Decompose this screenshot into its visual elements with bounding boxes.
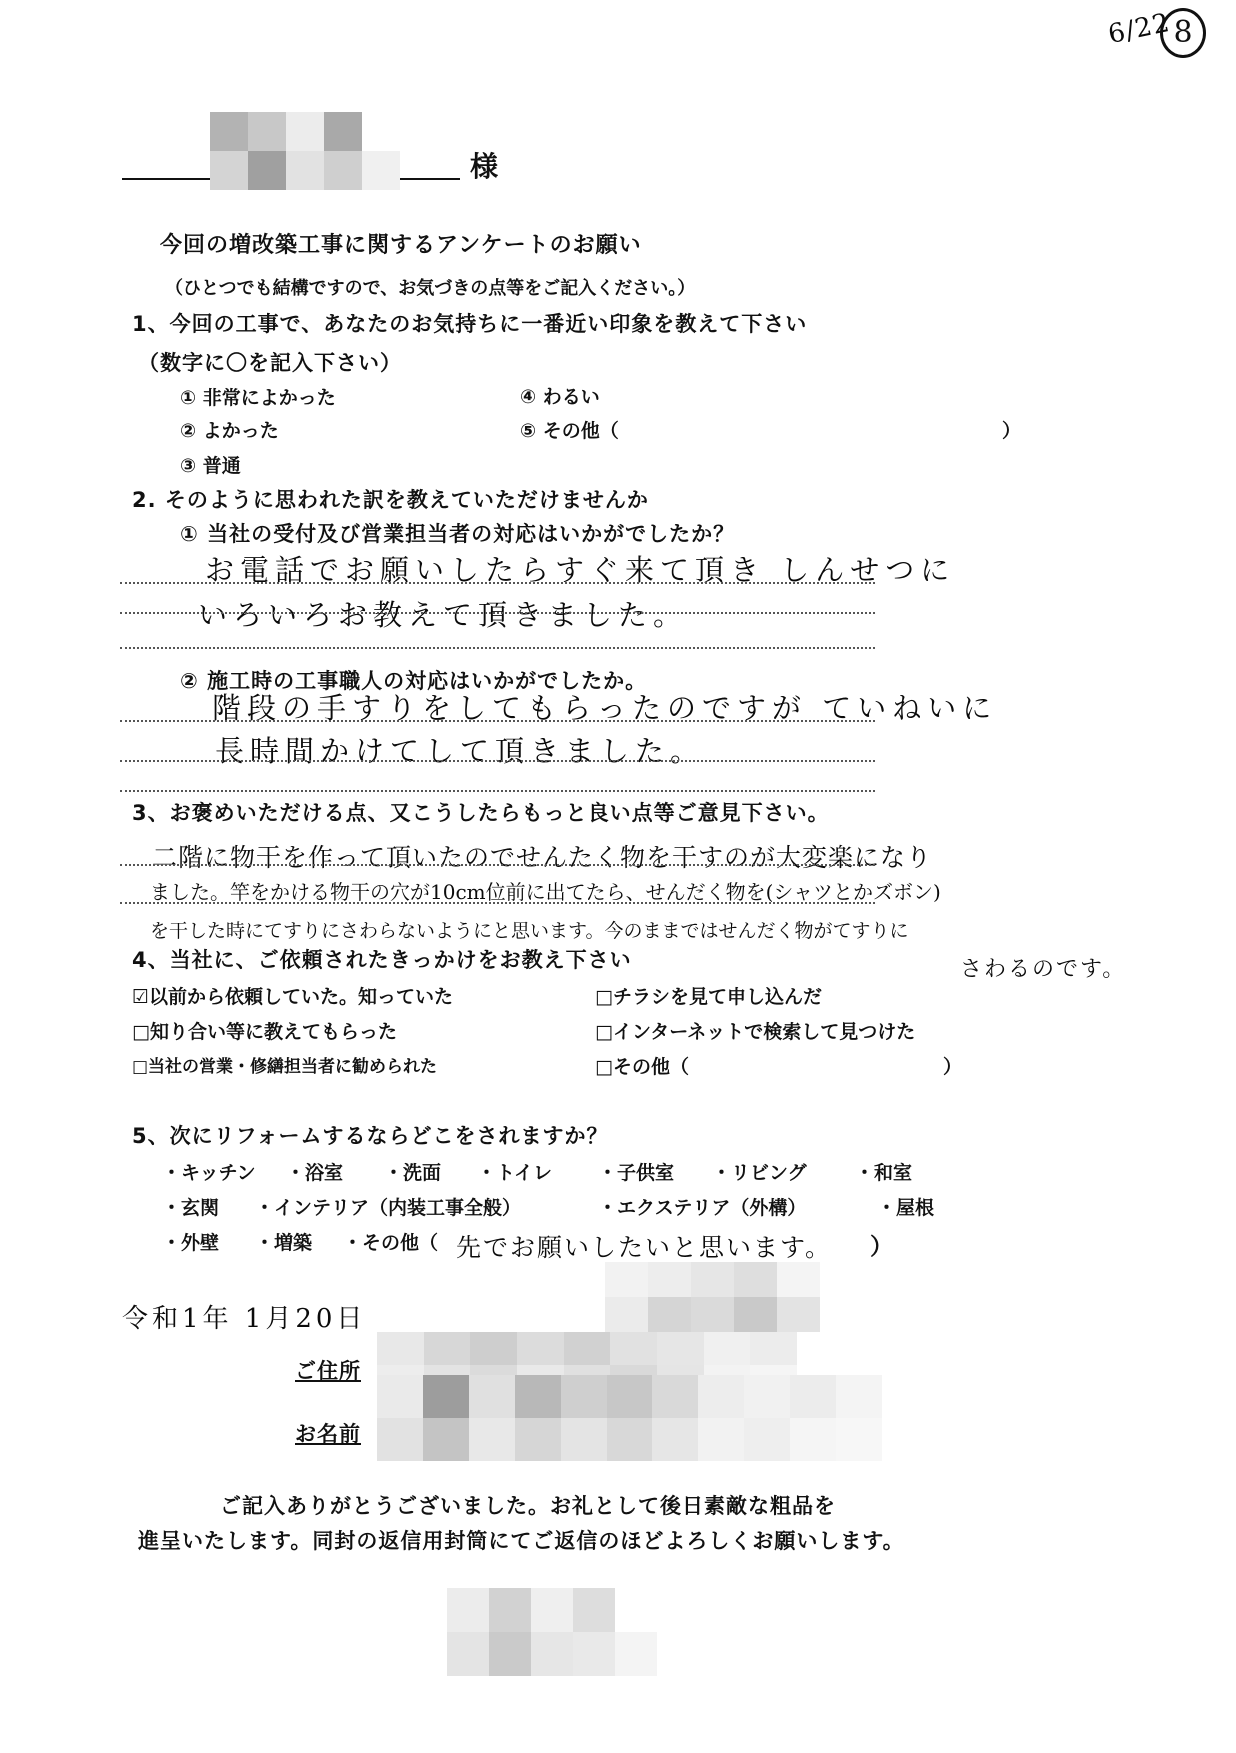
q3-answer-2: ました。竿をかける物干の穴が10cm位前に出てたら、せんだく物を(シャツとかズボン): [150, 880, 941, 904]
q4-option-other-close: ）: [943, 1056, 963, 1078]
q5-extension: ・増築: [255, 1232, 313, 1254]
q2-sub1: ① 当社の受付及び営業担当者の対応はいかがでしたか？: [180, 522, 736, 546]
page-title: 今回の増改築工事に関するアンケートのお願い: [160, 233, 642, 258]
q5-toilet: ・トイレ: [477, 1162, 553, 1184]
q5-outer-wall: ・外壁: [162, 1232, 220, 1254]
q5-other-close: ）: [870, 1234, 893, 1260]
q5-other: ・その他（: [343, 1232, 439, 1254]
q2-sub2-answer-1: 階段の手すりをしてもらったのですが ていねいに: [212, 691, 998, 725]
q1-instruction: （数字に〇を記入下さい）: [138, 351, 402, 375]
q4-option-other: □その他（: [595, 1056, 689, 1078]
q2-sub2-line-1: [120, 720, 875, 722]
q1-question: 1、今回の工事で、あなたのお気持ちに一番近い印象を教えて下さい: [132, 312, 808, 336]
q2-sub2-line-2: [120, 760, 875, 762]
q3-answer-1: 二階に物干を作って頂いたのでせんたく物を干すのが大変楽になり: [152, 843, 933, 872]
q5-entrance: ・玄関: [162, 1197, 220, 1219]
q2-sub1-line-1: [120, 582, 875, 584]
q1-option-4: ④ わるい: [520, 386, 600, 408]
q5-roof: ・屋根: [877, 1197, 935, 1219]
name-label: お名前: [295, 1422, 361, 1446]
q3-answer-3: を干した時にてすりにさわらないようにと思います。今のままではせんだく物がてすりに: [150, 920, 909, 942]
q5-kitchen: ・キッチン: [162, 1162, 256, 1184]
q2-sub1-answer-2: いろいろお教えて頂きました。: [198, 598, 689, 632]
q1-option-5-close: ）: [1002, 420, 1022, 442]
q3-answer-4: さわるのです。: [960, 957, 1127, 982]
q4-option-previous: ☑以前から依頼していた。知っていた: [132, 986, 454, 1008]
q3-line-1: [120, 864, 875, 866]
q2-sub2-line-3: [120, 790, 875, 792]
q1-option-3: ③ 普通: [180, 455, 241, 477]
q4-option-sales: □当社の営業・修繕担当者に勧められた: [132, 1057, 438, 1077]
q2-sub2: ② 施工時の工事職人の対応はいかがでしたか。: [180, 669, 648, 693]
recipient-line-right: [400, 178, 460, 180]
q1-option-2: ② よかった: [180, 420, 279, 442]
q5-bathroom: ・浴室: [286, 1162, 344, 1184]
q5-kids-room: ・子供室: [598, 1162, 675, 1184]
q2-sub2-answer-2: 長時間かけてして頂きました。: [215, 734, 706, 768]
signature-date: 令和1年 1月20日: [122, 1304, 367, 1334]
note: （ひとつでも結構ですので、お気づきの点等をご記入ください。）: [165, 278, 696, 299]
q5-other-answer: 先でお願いしたいと思います。: [456, 1233, 833, 1262]
q4-option-acquaintance: □知り合い等に教えてもらった: [132, 1021, 397, 1043]
signature-stamp-blur: [605, 1262, 820, 1332]
circled-number: 8: [1160, 8, 1206, 58]
q2-sub1-answer-1: お電話でお願いしたらすぐ来て頂き しんせつに: [205, 553, 956, 587]
q3-line-2: [120, 902, 875, 904]
q2-sub1-line-3: [120, 647, 875, 649]
honorific: 様: [470, 150, 500, 183]
company-stamp-blur: [447, 1588, 657, 1676]
q5-washroom: ・洗面: [384, 1162, 442, 1184]
handwritten-date: 6/22: [1105, 7, 1173, 51]
name-blur: [377, 1375, 882, 1461]
q5-living: ・リビング: [712, 1162, 807, 1184]
q5-japanese-room: ・和室: [855, 1162, 913, 1184]
recipient-name-blur: [210, 112, 400, 190]
footer-line-2: 進呈いたします。同封の返信用封筒にてご返信のほどよろしくお願いします。: [138, 1529, 905, 1553]
q4-option-flyer: □チラシを見て申し込んだ: [595, 986, 822, 1008]
q2-sub1-line-2: [120, 612, 875, 614]
q4-question: 4、当社に、ご依頼されたきっかけをお教え下さい: [132, 948, 632, 972]
q5-exterior: ・エクステリア（外構）: [598, 1197, 807, 1219]
footer-line-1: ご記入ありがとうございました。お礼として後日素敵な粗品を: [220, 1494, 836, 1518]
q1-option-5: ⑤ その他（: [520, 420, 619, 442]
q5-question: 5、次にリフォームするならどこをされますか？: [132, 1124, 609, 1148]
q2-question: 2. そのように思われた訳を教えていただけませんか: [132, 488, 649, 512]
q4-option-internet: □インターネットで検索して見つけた: [595, 1021, 916, 1043]
q5-interior: ・インテリア（内装工事全般）: [255, 1197, 522, 1219]
q3-question: 3、お褒めいただける点、又こうしたらもっと良い点等ご意見下さい。: [132, 801, 830, 825]
q1-option-1: ① 非常によかった: [180, 387, 336, 409]
address-label: ご住所: [295, 1359, 361, 1383]
recipient-line-left: [122, 178, 212, 180]
